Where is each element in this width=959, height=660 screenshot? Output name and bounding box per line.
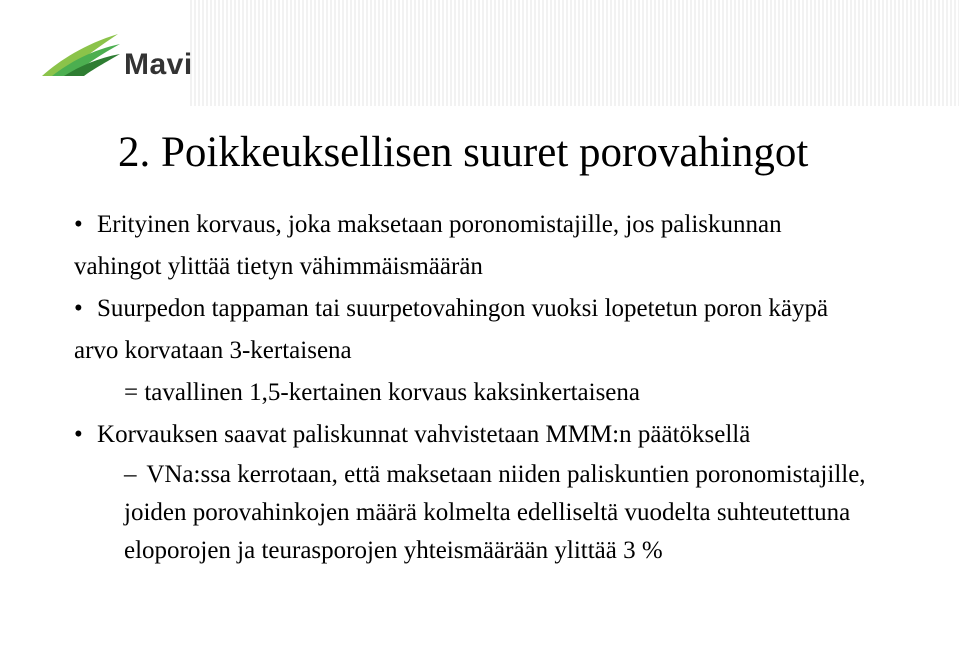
dash-marker: – (124, 461, 137, 488)
slide-title: 2. Poikkeuksellisen suuret porovahingot (118, 129, 809, 176)
leaf-icon (40, 30, 124, 80)
header-stripes (190, 0, 959, 106)
logo-wordmark: Mavi (124, 48, 193, 81)
bullet-text: Erityinen korvaus, joka maksetaan poronomistajille, jos paliskunnan vahingot ylittää tietyn vähimmäismäärän (74, 211, 782, 280)
sub-bullet-text: VNa:ssa kerrotaan, että maksetaan niiden paliskuntien poronomistajille, joiden porovahinkojen määrä kolmelta edelliseltä vuodelta suhteutettuna eloporojen ja teurasporojen yhteismäärään ylittää 3 % (124, 461, 866, 564)
slide-content (74, 204, 874, 570)
equation-line (74, 372, 874, 414)
bullet-item (74, 204, 874, 288)
sub-bullet-item (74, 456, 874, 570)
bullet-text: Korvauksen saavat paliskunnat vahvistetaan MMM:n päätöksellä (97, 421, 751, 448)
equation-text: = tavallinen 1,5-kertainen korvaus kaksinkertaisena (124, 379, 641, 406)
mavi-logo (40, 30, 193, 90)
bullet-item (74, 414, 874, 456)
bullet-item (74, 288, 874, 372)
bullet-text: Suurpedon tappaman tai suurpetovahingon vuoksi lopetetun poron käypä arvo korvataan 3-kertaisena (74, 295, 829, 364)
